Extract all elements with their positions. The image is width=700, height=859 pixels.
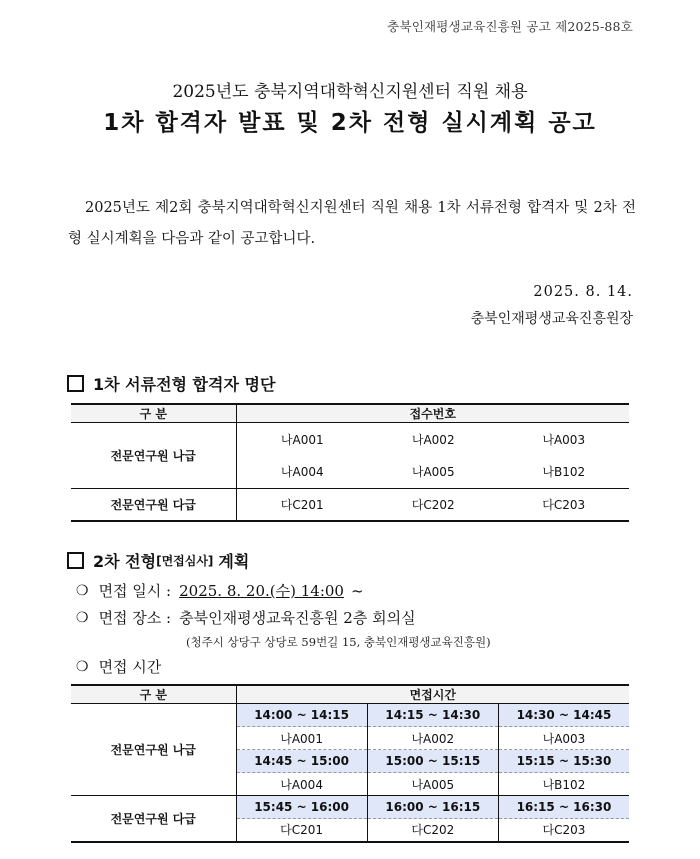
applicant-number: 다C201 [236,489,368,521]
section-2-heading [67,549,249,572]
applicant-number: 나A004 [280,465,324,480]
interview-place-label: 면접 장소 : [98,609,172,627]
section-1-heading [67,372,275,395]
body-paragraph [68,193,636,255]
applicant-number: 나A003 [498,727,629,750]
col-header-numbers: 접수번호 [236,404,629,423]
applicant-number: 다C202 [367,819,498,842]
circle-bullet-icon: ❍ [76,609,89,626]
time-slot: 16:00 ~ 16:15 [367,796,498,819]
section-2-title-end: 계획 [218,552,250,571]
circle-bullet-icon: ❍ [76,582,89,599]
applicant-number: 나A003 [542,432,586,447]
issuer-name: 충북인재평생교육진흥원장 [470,311,633,327]
time-slot: 16:15 ~ 16:30 [498,796,629,819]
announcement-date: 2025. 8. 14. [533,284,633,300]
interview-date-label: 면접 일시 : [98,582,172,600]
applicant-number: 다C201 [280,823,324,838]
col-header-category: 구 분 [71,404,236,423]
section-2-subtitle: [면접심사] [156,554,214,568]
notice-number: 충북인재평생교육진흥원 공고 제2025-88호 [387,19,633,34]
applicant-number: 다C202 [368,489,498,521]
applicant-number: 다C203 [498,819,629,842]
title-line-1: 2025년도 충북지역대학혁신지원센터 직원 채용 [172,82,528,102]
applicant-number: 나A002 [367,727,498,750]
time-slot: 15:15 ~ 15:30 [498,750,629,773]
applicant-number: 나A001 [280,731,323,746]
checkbox-square-icon [67,375,84,392]
time-slot: 14:00 ~ 14:15 [236,704,367,727]
applicant-number: 나B102 [542,465,586,480]
time-slot: 15:45 ~ 16:00 [236,796,367,819]
checkbox-square-icon [67,552,84,569]
applicant-number: 나A005 [411,465,455,480]
interview-schedule-table [71,684,629,843]
section-1-title: 1차 서류전형 합격자 명단 [93,375,276,394]
circle-bullet-icon: ❍ [76,658,89,675]
applicant-number: 나A005 [367,773,498,796]
applicant-number: 다C203 [498,489,629,521]
col-header-category: 구 분 [71,685,236,704]
category-cell: 전문연구원 다급 [71,796,236,842]
interview-time-line [76,656,161,677]
time-slot: 14:45 ~ 15:00 [236,750,367,773]
interview-date-suffix: ~ [350,581,364,600]
category-cell: 전문연구원 다급 [71,489,236,521]
interview-date-value: 2025. 8. 20.(수) 14:00 [179,582,344,600]
applicant-number: 나A002 [411,432,455,447]
body-text: 2025년도 제2회 충북지역대학혁신지원센터 직원 채용 1차 서류전형 합격자 및 2차 전형 실시계획을 다음과 같이 공고합니다. [68,200,636,247]
time-slot: 14:15 ~ 14:30 [367,704,498,727]
category-cell: 전문연구원 나급 [71,704,236,796]
applicant-number: 나B102 [498,773,629,796]
title-line-2: 1차 합격자 발표 및 2차 전형 실시계획 공고 [103,110,597,136]
interview-place-address: (청주시 상당구 상당로 59번길 15, 충북인재평생교육진흥원) [186,635,491,649]
interview-place-line [76,607,416,628]
interview-time-label: 면접 시간 [98,658,162,676]
time-slot: 15:00 ~ 15:15 [367,750,498,773]
applicant-number: 나A004 [280,777,323,792]
section-2-title: 2차 전형 [93,552,157,571]
interview-place-value: 충북인재평생교육진흥원 2층 회의실 [179,609,416,627]
category-cell: 전문연구원 나급 [71,423,236,489]
time-slot: 14:30 ~ 14:45 [498,704,629,727]
applicant-list-table [71,403,629,522]
applicant-number: 나A001 [280,432,324,447]
col-header-time: 면접시간 [236,685,629,704]
interview-date-line [76,580,364,601]
